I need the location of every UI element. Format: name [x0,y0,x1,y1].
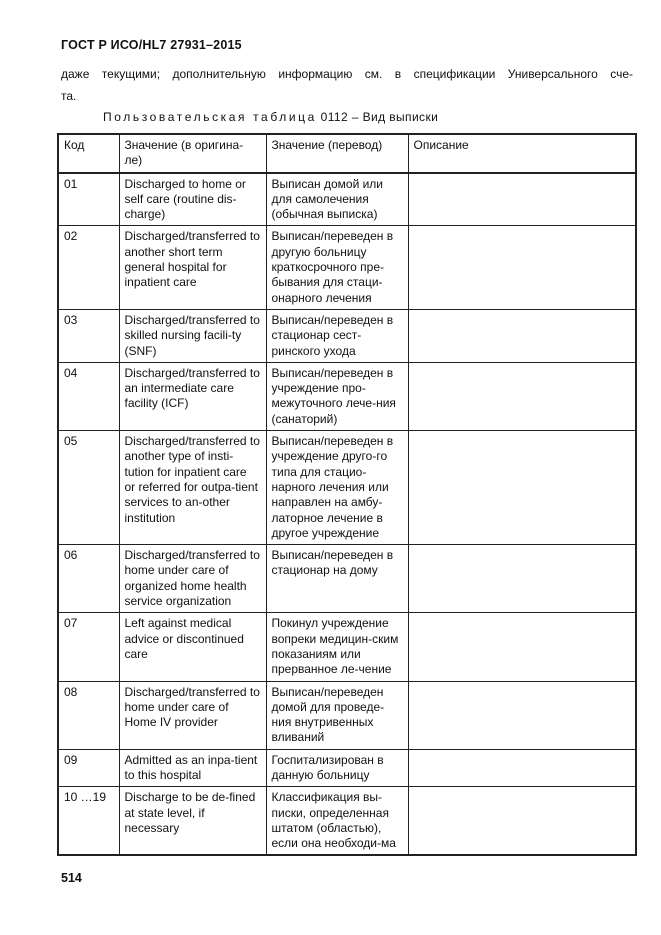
table-caption [103,108,438,126]
cell-description [408,226,636,309]
cell-code: 08 [58,681,119,749]
cell-description [408,431,636,545]
cell-original: Discharged/transferred to home under care of Home IV provider [119,681,266,749]
cell-original: Admitted as an inpa-tient to this hospital [119,749,266,787]
table-row [58,431,636,545]
cell-code: 03 [58,309,119,362]
table-row [58,309,636,362]
cell-translation: Покинул учреждение вопреки медицин-ским показаниям или прерванное ле-чение [266,613,408,681]
cell-translation: Выписан/переведен в учреждение друго-го типа для стацио-нарного лечения или направлен на амбу-латорное лечение в другое учреждение [266,431,408,545]
cell-original: Discharged/transferred to skilled nursing facili-ty (SNF) [119,309,266,362]
cell-description [408,613,636,681]
cell-translation: Выписан/переведен домой для проведе-ния внутривенных вливаний [266,681,408,749]
table-row [58,226,636,309]
cell-code: 10 …19 [58,787,119,856]
header-value-original: Значение (в оригина-ле) [119,134,266,173]
cell-description [408,787,636,856]
table-caption-suffix: 0112 – Вид выписки [320,110,439,124]
cell-translation: Выписан домой или для самолечения (обычная выписка) [266,173,408,226]
cell-code: 05 [58,431,119,545]
cell-original: Discharge to be de-fined at state level, if necessary [119,787,266,856]
cell-description [408,362,636,430]
cell-original: Discharged/transferred to an intermediate care facility (ICF) [119,362,266,430]
cell-translation: Выписан/переведен в стационар сест-ринского ухода [266,309,408,362]
cell-code: 01 [58,173,119,226]
cell-code: 07 [58,613,119,681]
cell-original: Discharged/transferred to another short term general hospital for inpatient care [119,226,266,309]
table-row [58,613,636,681]
header-description: Описание [408,134,636,173]
table-caption-prefix: Пользовательская таблица [103,110,317,124]
cell-code: 09 [58,749,119,787]
cell-original: Discharged/transferred to another type of insti-tution for inpatient care or referred for outpa-tient services to an-other institution [119,431,266,545]
cell-translation: Госпитализирован в данную больницу [266,749,408,787]
table-row [58,749,636,787]
cell-translation: Выписан/переведен в стационар на дому [266,545,408,613]
cell-code: 04 [58,362,119,430]
intro-paragraph-line-2: та. [61,89,77,103]
header-code: Код [58,134,119,173]
cell-code: 06 [58,545,119,613]
cell-translation: Выписан/переведен в другую больницу краткосрочного пре-бывания для стаци-онарного лечения [266,226,408,309]
cell-original: Left against medical advice or discontinued care [119,613,266,681]
cell-translation: Выписан/переведен в учреждение про-межуточного лече-ния (санаторий) [266,362,408,430]
table-row [58,787,636,856]
cell-description [408,173,636,226]
page-number: 514 [61,871,82,885]
cell-original: Discharged/transferred to home under care of organized home health service organization [119,545,266,613]
cell-translation: Классификация вы-писки, определенная штатом (областью), если она необходи-ма [266,787,408,856]
document-header: ГОСТ Р ИСО/HL7 27931–2015 [61,38,242,52]
table-row [58,545,636,613]
cell-code: 02 [58,226,119,309]
intro-paragraph-line-1: даже текущими; дополнительную информацию см. в спецификации Универсального сче- [61,67,633,81]
cell-original: Discharged to home or self care (routine dis-charge) [119,173,266,226]
cell-description [408,545,636,613]
cell-description [408,309,636,362]
cell-description [408,749,636,787]
table-row [58,681,636,749]
cell-description [408,681,636,749]
discharge-type-table [57,133,637,856]
table-row [58,173,636,226]
table-header-row [58,134,636,173]
table-row [58,362,636,430]
header-value-translation: Значение (перевод) [266,134,408,173]
